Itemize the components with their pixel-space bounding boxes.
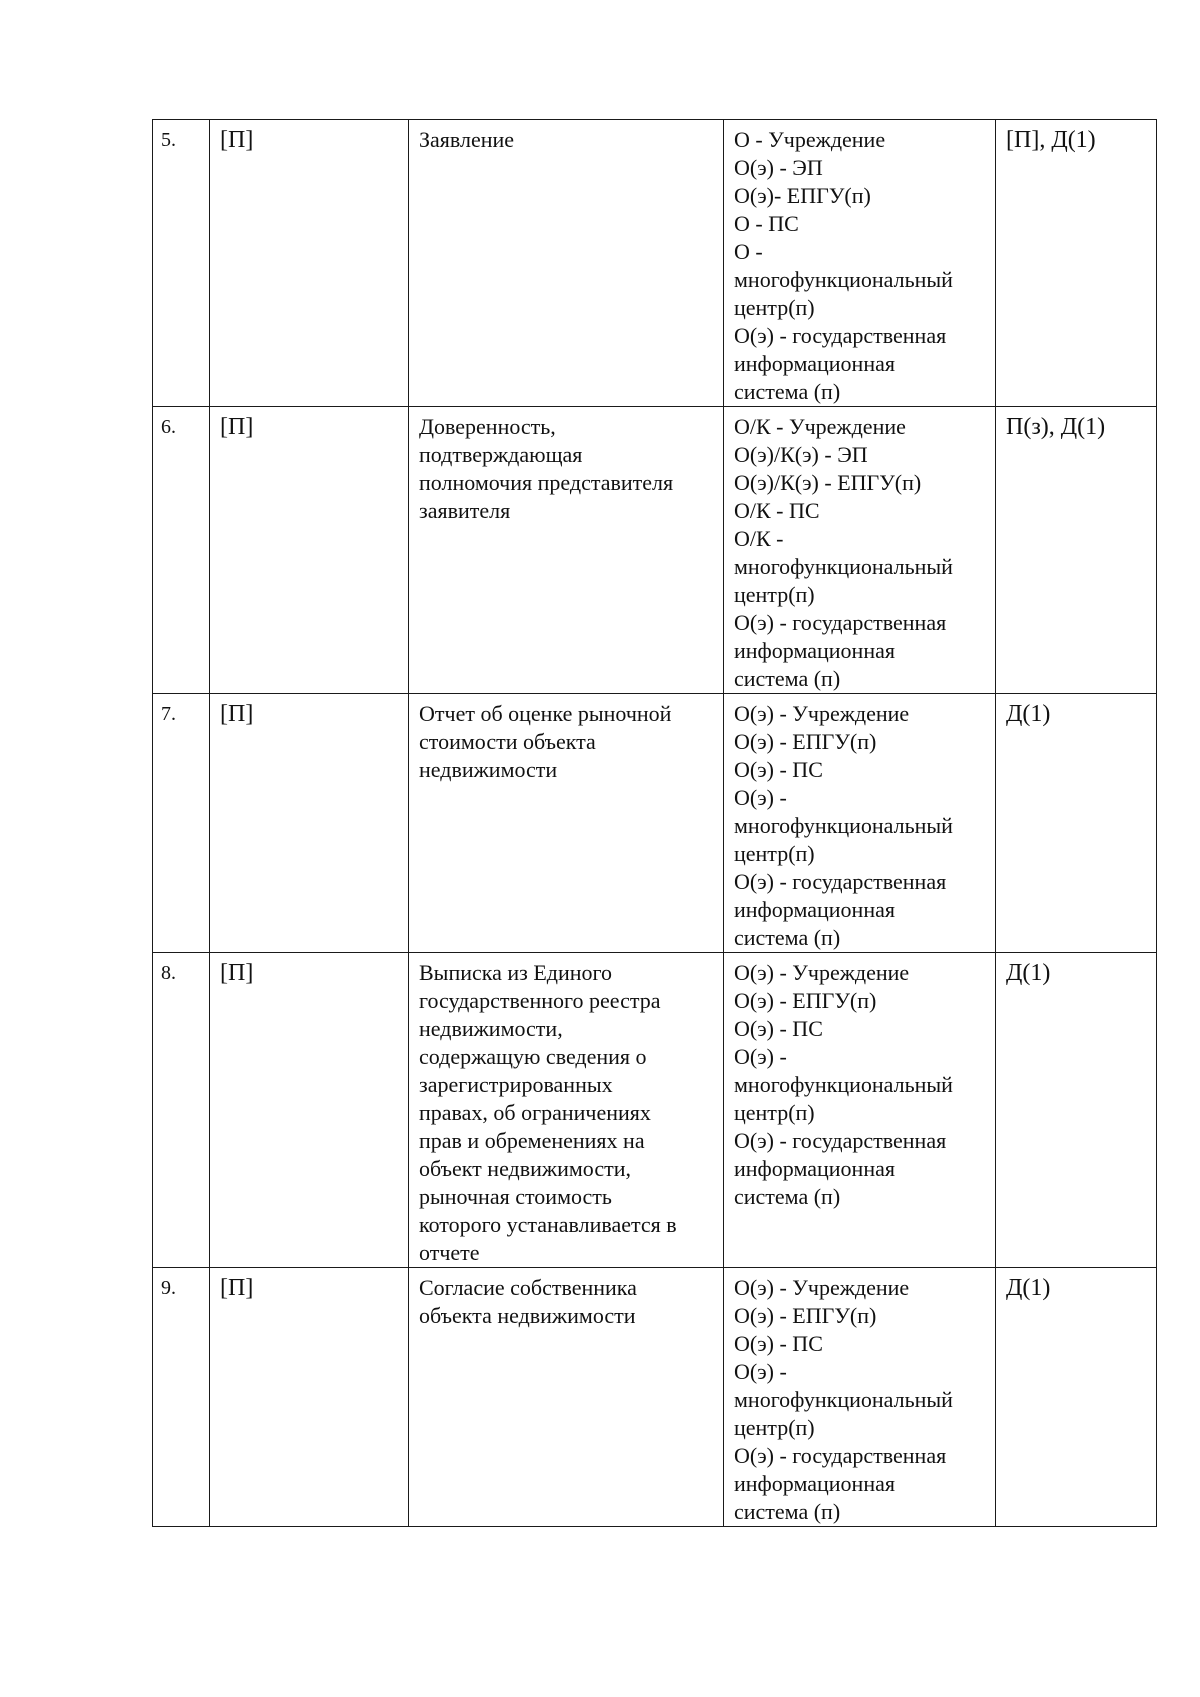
submission-line: центр(п) xyxy=(734,841,815,866)
document-name-line: отчете xyxy=(419,1240,480,1265)
submission-line: О - Учреждение xyxy=(734,127,886,152)
submission-line: О(э) - ЕПГУ(п) xyxy=(734,1303,877,1328)
document-name-line: Заявление xyxy=(419,127,515,152)
table-row xyxy=(153,1268,1157,1527)
submission-line: система (п) xyxy=(734,1184,841,1209)
document-name-line: подтверждающая xyxy=(419,442,583,467)
submission-line: информационная xyxy=(734,897,895,922)
row-number: 7. xyxy=(161,703,176,725)
submission-line: О(э) - Учреждение xyxy=(734,701,910,726)
row-number: 5. xyxy=(161,129,176,151)
submission-line: О/К - ПС xyxy=(734,498,820,523)
submission-line: О(э)/К(э) - ЭП xyxy=(734,442,868,467)
document-name-line: полномочия представителя xyxy=(419,470,674,495)
submission-line: О(э)/К(э) - ЕПГУ(п) xyxy=(734,470,922,495)
submission-line: О(э) - ПС xyxy=(734,1016,823,1041)
form-cell xyxy=(996,1268,1157,1527)
submission-methods-cell xyxy=(724,953,996,1268)
submission-line: информационная xyxy=(734,1156,895,1181)
document-name-line: прав и обременениях на xyxy=(419,1128,645,1153)
row-number: 8. xyxy=(161,962,176,984)
submission-line: О(э) - государственная xyxy=(734,1128,947,1153)
submission-line: О(э) - xyxy=(734,785,787,810)
submission-line: О(э) - xyxy=(734,1044,787,1069)
row-code-cell xyxy=(210,120,409,407)
submission-line: центр(п) xyxy=(734,295,815,320)
form-cell xyxy=(996,953,1157,1268)
row-number-cell xyxy=(153,1268,210,1527)
document-name-line: Отчет об оценке рыночной xyxy=(419,701,672,726)
submission-line: система (п) xyxy=(734,1499,841,1524)
documents-table xyxy=(152,119,1157,1527)
submission-line: многофункциональный xyxy=(734,554,953,579)
row-code-cell xyxy=(210,1268,409,1527)
table-row xyxy=(153,120,1157,407)
row-code: [П] xyxy=(220,127,254,153)
document-name-line: рыночная стоимость xyxy=(419,1184,612,1209)
document-name-cell xyxy=(409,1268,724,1527)
submission-line: О(э) - ПС xyxy=(734,1331,823,1356)
submission-line: О(э) - ПС xyxy=(734,757,823,782)
row-code-cell xyxy=(210,694,409,953)
submission-line: О(э)- ЕПГУ(п) xyxy=(734,183,871,208)
form-cell xyxy=(996,407,1157,694)
document-name-line: Выписка из Единого xyxy=(419,960,613,985)
document-name-cell xyxy=(409,694,724,953)
submission-line: система (п) xyxy=(734,666,841,691)
submission-methods-cell xyxy=(724,120,996,407)
document-name-line: недвижимости xyxy=(419,757,558,782)
table-row xyxy=(153,407,1157,694)
table-row xyxy=(153,694,1157,953)
table-body xyxy=(153,120,1157,1527)
document-name-line: которого устанавливается в xyxy=(419,1212,677,1237)
submission-line: центр(п) xyxy=(734,1415,815,1440)
submission-line: О(э) - Учреждение xyxy=(734,1275,910,1300)
document-name-line: правах, об ограничениях xyxy=(419,1100,651,1125)
submission-line: центр(п) xyxy=(734,1100,815,1125)
row-code-cell xyxy=(210,953,409,1268)
submission-line: информационная xyxy=(734,351,895,376)
submission-line: многофункциональный xyxy=(734,813,953,838)
form-cell xyxy=(996,120,1157,407)
document-name-line: содержащую сведения о xyxy=(419,1044,647,1069)
row-code-cell xyxy=(210,407,409,694)
document-name-line: государственного реестра xyxy=(419,988,661,1013)
submission-line: О - ПС xyxy=(734,211,799,236)
form-cell xyxy=(996,694,1157,953)
submission-line: система (п) xyxy=(734,379,841,404)
form-code: [П], Д(1) xyxy=(1006,127,1096,153)
submission-line: О(э) - государственная xyxy=(734,323,947,348)
document-name-cell xyxy=(409,953,724,1268)
row-number: 6. xyxy=(161,416,176,438)
form-code: Д(1) xyxy=(1006,701,1051,727)
row-number: 9. xyxy=(161,1277,176,1299)
document-name-line: зарегистрированных xyxy=(419,1072,613,1097)
row-code: [П] xyxy=(220,701,254,727)
submission-methods-cell xyxy=(724,1268,996,1527)
document-name-line: недвижимости, xyxy=(419,1016,563,1041)
document-name-line: объект недвижимости, xyxy=(419,1156,631,1181)
document-name-line: объекта недвижимости xyxy=(419,1303,636,1328)
document-name-line: заявителя xyxy=(419,498,511,523)
submission-line: многофункциональный xyxy=(734,1387,953,1412)
form-code: Д(1) xyxy=(1006,960,1051,986)
row-number-cell xyxy=(153,120,210,407)
document-name-cell xyxy=(409,407,724,694)
submission-line: О(э) - xyxy=(734,1359,787,1384)
document-name-line: Доверенность, xyxy=(419,414,556,439)
submission-line: многофункциональный xyxy=(734,1072,953,1097)
submission-line: О - xyxy=(734,239,763,264)
submission-line: О(э) - ЕПГУ(п) xyxy=(734,988,877,1013)
document-name-line: Согласие собственника xyxy=(419,1275,637,1300)
submission-line: О(э) - ЭП xyxy=(734,155,823,180)
submission-line: система (п) xyxy=(734,925,841,950)
row-number-cell xyxy=(153,953,210,1268)
submission-methods-cell xyxy=(724,694,996,953)
submission-line: О/К - xyxy=(734,526,784,551)
row-code: [П] xyxy=(220,414,254,440)
document-name-cell xyxy=(409,120,724,407)
submission-line: центр(п) xyxy=(734,582,815,607)
submission-line: О(э) - государственная xyxy=(734,869,947,894)
submission-line: информационная xyxy=(734,638,895,663)
submission-line: О(э) - государственная xyxy=(734,1443,947,1468)
table-row xyxy=(153,953,1157,1268)
submission-line: многофункциональный xyxy=(734,267,953,292)
submission-line: информационная xyxy=(734,1471,895,1496)
row-code: [П] xyxy=(220,960,254,986)
row-number-cell xyxy=(153,407,210,694)
submission-line: О(э) - государственная xyxy=(734,610,947,635)
submission-line: О/К - Учреждение xyxy=(734,414,906,439)
form-code: П(з), Д(1) xyxy=(1006,414,1106,440)
submission-methods-cell xyxy=(724,407,996,694)
submission-line: О(э) - Учреждение xyxy=(734,960,910,985)
row-code: [П] xyxy=(220,1275,254,1301)
submission-line: О(э) - ЕПГУ(п) xyxy=(734,729,877,754)
form-code: Д(1) xyxy=(1006,1275,1051,1301)
row-number-cell xyxy=(153,694,210,953)
document-name-line: стоимости объекта xyxy=(419,729,596,754)
